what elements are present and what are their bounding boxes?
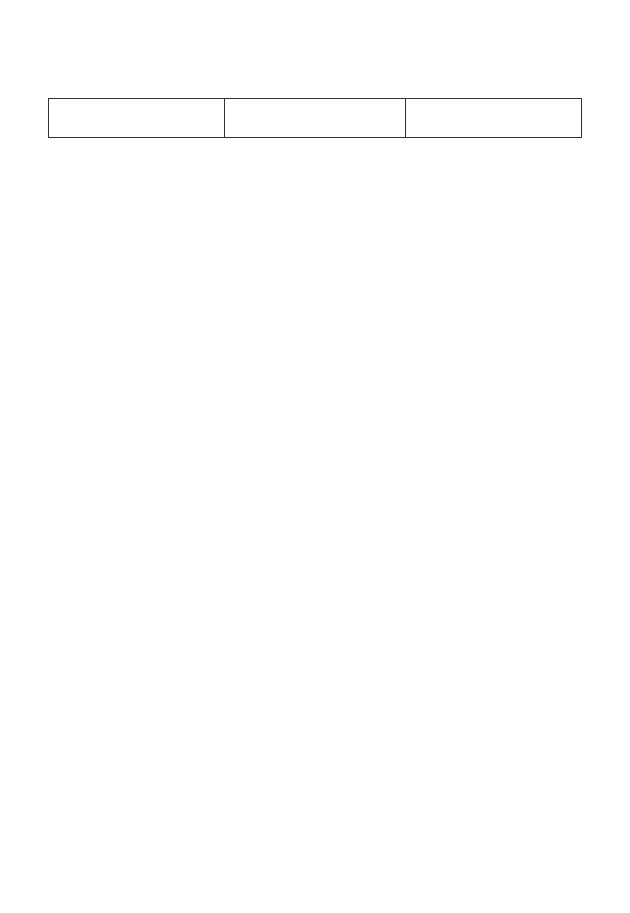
table-header-row: [49, 99, 582, 138]
frequency-table: [48, 98, 582, 138]
document-body: [48, 78, 582, 158]
column-header: [224, 99, 405, 138]
column-header: [49, 99, 225, 138]
column-header: [406, 99, 582, 138]
